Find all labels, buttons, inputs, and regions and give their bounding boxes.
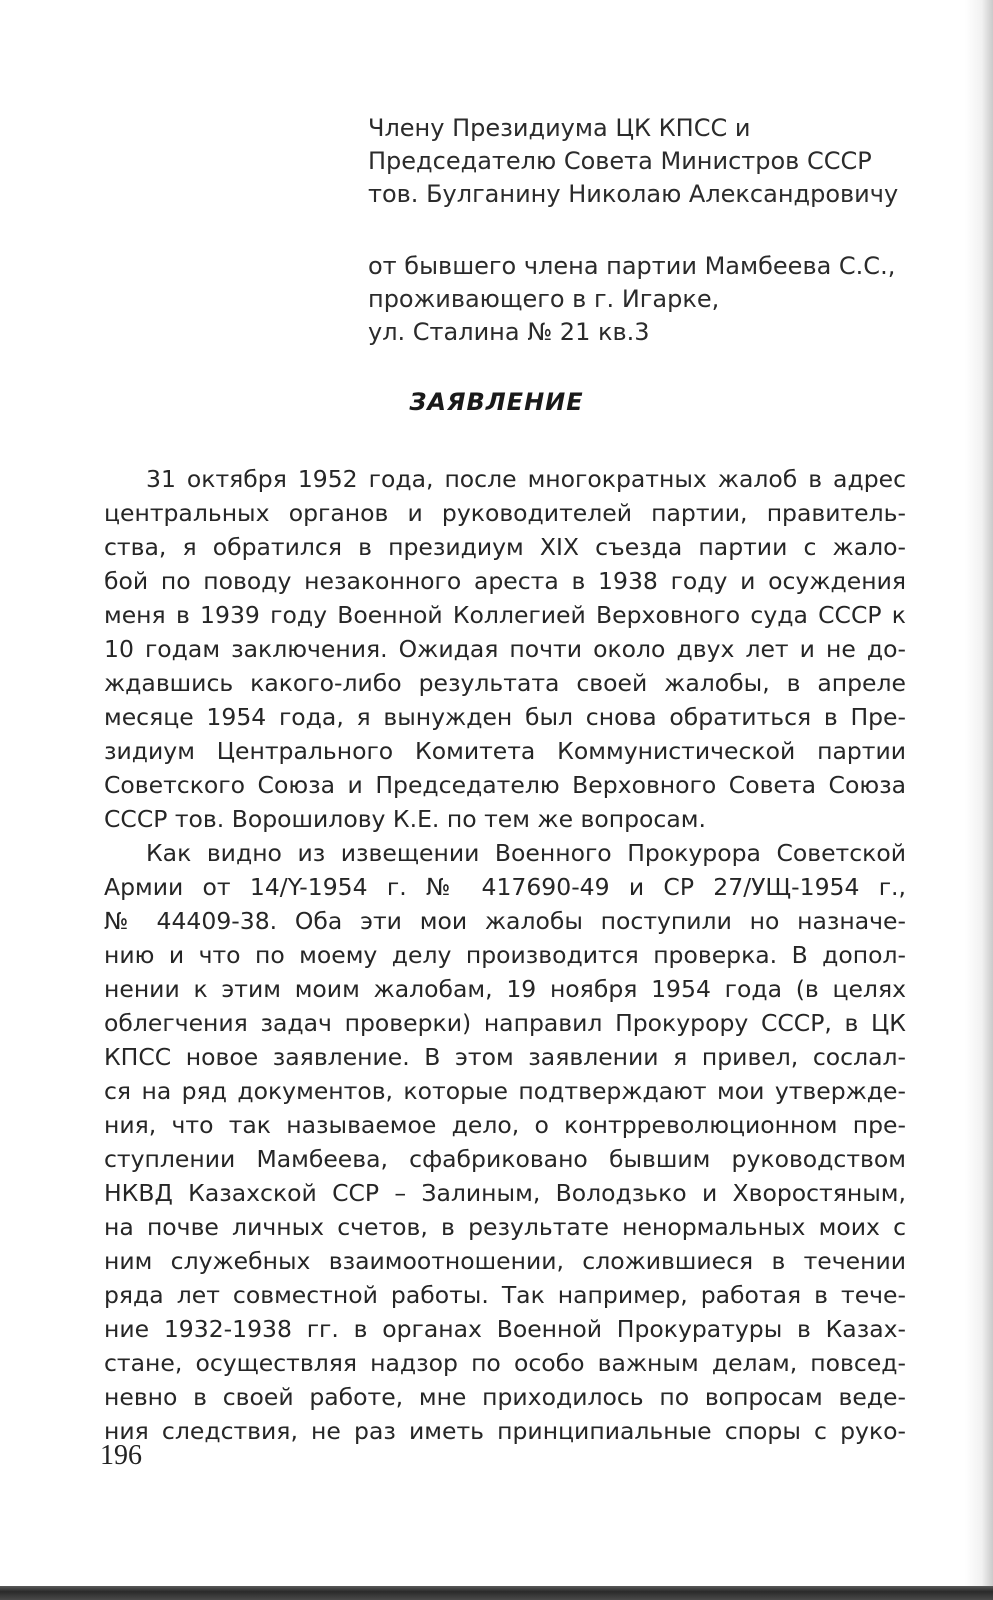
body-line: облегчения задач проверки) направил Прокурору СССР, в ЦК: [104, 1009, 906, 1037]
page-number: 196: [100, 1440, 142, 1471]
body-line: Советского Союза и Председателю Верховного Совета Союза: [104, 771, 906, 799]
statement-body: [104, 462, 906, 1448]
body-line: 10 годам заключения. Ожидая почти около двух лет и не до-: [104, 635, 906, 663]
body-line: КПСС новое заявление. В этом заявлении я привел, сослал-: [104, 1043, 906, 1071]
body-line: ния, что так называемое дело, о контрреволюционном пре-: [104, 1111, 906, 1139]
body-line: ждавшись какого-либо результата своей жалобы, в апреле: [104, 669, 906, 697]
body-line: ся на ряд документов, которые подтверждают мои утвержде-: [104, 1077, 906, 1105]
body-line: на почве личных счетов, в результате ненормальных моих с: [104, 1213, 906, 1241]
addressee-line: Члену Президиума ЦК КПСС и: [368, 114, 751, 142]
body-line: невно в своей работе, мне приходилось по вопросам веде-: [104, 1383, 906, 1411]
sender-block: [368, 250, 928, 349]
body-line: центральных органов и руководителей партии, правитель-: [104, 499, 906, 527]
body-line: зидиум Центрального Комитета Коммунистической партии: [104, 737, 906, 765]
body-line: ним служебных взаимоотношении, сложившиеся в течении: [104, 1247, 906, 1275]
addressee-line: тов. Булганину Николаю Александровичу: [368, 180, 899, 208]
body-line: нию и что по моему делу производится проверка. В допол-: [104, 941, 906, 969]
sender-line: ул. Сталина № 21 кв.3: [368, 318, 650, 346]
body-line: Армии от 14/Y-1954 г. № 417690-49 и СР 27/УЩ-1954 г.,: [104, 873, 906, 901]
body-line: месяце 1954 года, я вынужден был снова обратиться в Пре-: [104, 703, 906, 731]
page-shadow: [965, 0, 993, 1600]
body-line: меня в 1939 году Военной Коллегией Верховного суда СССР к: [104, 601, 906, 629]
body-line: ния следствия, не раз иметь принципиальные споры с руко-: [104, 1417, 906, 1445]
body-line: ства, я обратился в президиум XIX съезда партии с жало-: [104, 533, 906, 561]
addressee-block: [368, 112, 928, 211]
body-line: стане, осуществляя надзор по особо важным делам, повсед-: [104, 1349, 906, 1377]
body-line: № 44409-38. Оба эти мои жалобы поступили но назначе-: [104, 907, 906, 935]
body-line: НКВД Казахской ССР – Залиным, Володзько и Хворостяным,: [104, 1179, 906, 1207]
body-line: СССР тов. Ворошилову К.Е. по тем же вопросам.: [104, 805, 706, 833]
body-line: бой по поводу незаконного ареста в 1938 году и осуждения: [104, 567, 906, 595]
body-line: нении к этим моим жалобам, 19 ноября 1954 года (в целях: [104, 975, 906, 1003]
body-line: 31 октября 1952 года, после многократных жалоб в адрес: [146, 465, 906, 493]
addressee-line: Председателю Совета Министров СССР: [368, 147, 872, 175]
body-line: ступлении Мамбеева, сфабриковано бывшим руководством: [104, 1145, 906, 1173]
sender-line: проживающего в г. Игарке,: [368, 285, 720, 313]
document-title: ЗАЯВЛЕНИЕ: [409, 388, 584, 416]
page-edge: [0, 1586, 993, 1600]
body-line: ряда лет совместной работы. Так например, работая в тече-: [104, 1281, 906, 1309]
body-line: Как видно из извещении Военного Прокурора Советской: [146, 839, 906, 867]
sender-line: от бывшего члена партии Мамбеева С.С.,: [368, 252, 896, 280]
body-line: ние 1932-1938 гг. в органах Военной Прокуратуры в Казах-: [104, 1315, 906, 1343]
